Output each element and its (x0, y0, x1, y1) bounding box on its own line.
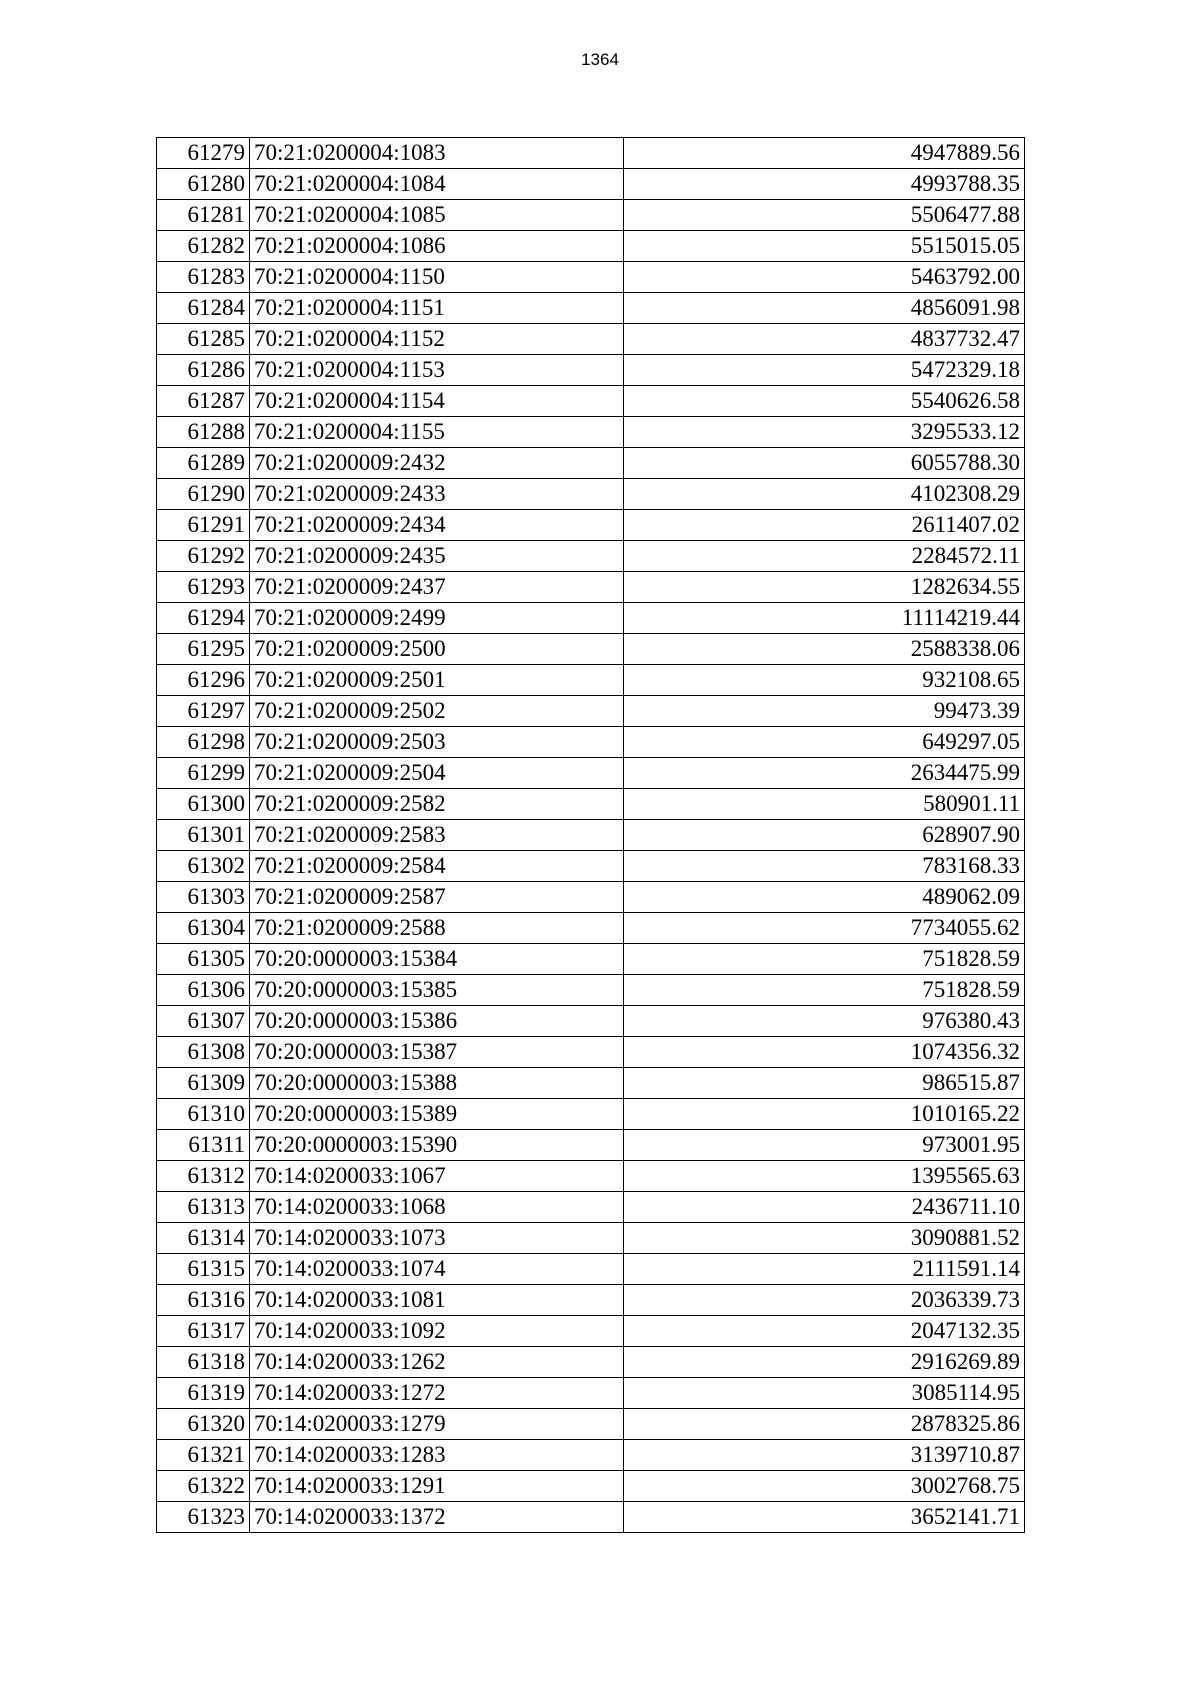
cadastral-value-cell: 2634475.99 (624, 758, 1025, 789)
cadastral-number-cell: 70:21:0200009:2434 (250, 510, 624, 541)
row-number-cell: 61301 (157, 820, 250, 851)
cadastral-number-cell: 70:21:0200009:2437 (250, 572, 624, 603)
cadastral-number-cell: 70:20:0000003:15390 (250, 1130, 624, 1161)
row-number-cell: 61280 (157, 169, 250, 200)
cadastral-number-cell: 70:14:0200033:1068 (250, 1192, 624, 1223)
row-number-cell: 61309 (157, 1068, 250, 1099)
cadastral-number-cell: 70:21:0200009:2501 (250, 665, 624, 696)
table-row (157, 1254, 1025, 1285)
table-row (157, 231, 1025, 262)
cadastral-number-cell: 70:21:0200009:2432 (250, 448, 624, 479)
cadastral-number-cell: 70:14:0200033:1372 (250, 1502, 624, 1533)
row-number-cell: 61300 (157, 789, 250, 820)
row-number-cell: 61302 (157, 851, 250, 882)
table-row (157, 448, 1025, 479)
cadastral-number-cell: 70:14:0200033:1081 (250, 1285, 624, 1316)
row-number-cell: 61314 (157, 1223, 250, 1254)
cadastral-number-cell: 70:21:0200009:2583 (250, 820, 624, 851)
table-row (157, 1378, 1025, 1409)
cadastral-number-cell: 70:20:0000003:15385 (250, 975, 624, 1006)
table-body (157, 138, 1025, 1533)
cadastral-number-cell: 70:14:0200033:1283 (250, 1440, 624, 1471)
cadastral-value-cell: 751828.59 (624, 975, 1025, 1006)
table-row (157, 1471, 1025, 1502)
cadastral-value-cell: 1282634.55 (624, 572, 1025, 603)
cadastral-number-cell: 70:14:0200033:1073 (250, 1223, 624, 1254)
cadastral-value-cell: 932108.65 (624, 665, 1025, 696)
table-row (157, 355, 1025, 386)
table-row (157, 293, 1025, 324)
cadastral-value-cell: 580901.11 (624, 789, 1025, 820)
cadastral-value-cell: 4102308.29 (624, 479, 1025, 510)
table-row (157, 603, 1025, 634)
cadastral-value-cell: 976380.43 (624, 1006, 1025, 1037)
cadastral-value-cell: 4947889.56 (624, 138, 1025, 169)
row-number-cell: 61297 (157, 696, 250, 727)
row-number-cell: 61305 (157, 944, 250, 975)
cadastral-value-cell: 973001.95 (624, 1130, 1025, 1161)
row-number-cell: 61289 (157, 448, 250, 479)
table-row (157, 665, 1025, 696)
cadastral-value-cell: 2878325.86 (624, 1409, 1025, 1440)
cadastral-value-cell: 1074356.32 (624, 1037, 1025, 1068)
row-number-cell: 61323 (157, 1502, 250, 1533)
table-row (157, 510, 1025, 541)
cadastral-value-cell: 3139710.87 (624, 1440, 1025, 1471)
cadastral-number-cell: 70:14:0200033:1291 (250, 1471, 624, 1502)
row-number-cell: 61318 (157, 1347, 250, 1378)
row-number-cell: 61298 (157, 727, 250, 758)
row-number-cell: 61291 (157, 510, 250, 541)
cadastral-number-cell: 70:21:0200009:2504 (250, 758, 624, 789)
cadastral-number-cell: 70:20:0000003:15386 (250, 1006, 624, 1037)
table-row (157, 727, 1025, 758)
cadastral-number-cell: 70:14:0200033:1279 (250, 1409, 624, 1440)
cadastral-value-cell: 3295533.12 (624, 417, 1025, 448)
cadastral-value-cell: 2436711.10 (624, 1192, 1025, 1223)
row-number-cell: 61319 (157, 1378, 250, 1409)
cadastral-number-cell: 70:21:0200004:1086 (250, 231, 624, 262)
row-number-cell: 61284 (157, 293, 250, 324)
cadastral-number-cell: 70:21:0200009:2433 (250, 479, 624, 510)
row-number-cell: 61296 (157, 665, 250, 696)
cadastral-number-cell: 70:14:0200033:1272 (250, 1378, 624, 1409)
cadastral-value-cell: 2611407.02 (624, 510, 1025, 541)
row-number-cell: 61282 (157, 231, 250, 262)
table-row (157, 1130, 1025, 1161)
table-row (157, 1099, 1025, 1130)
table-row (157, 572, 1025, 603)
row-number-cell: 61317 (157, 1316, 250, 1347)
row-number-cell: 61307 (157, 1006, 250, 1037)
cadastral-number-cell: 70:21:0200004:1154 (250, 386, 624, 417)
table-row (157, 1037, 1025, 1068)
table-row (157, 1223, 1025, 1254)
row-number-cell: 61279 (157, 138, 250, 169)
cadastral-value-cell: 1010165.22 (624, 1099, 1025, 1130)
cadastral-number-cell: 70:21:0200009:2435 (250, 541, 624, 572)
cadastral-number-cell: 70:21:0200004:1150 (250, 262, 624, 293)
table-row (157, 696, 1025, 727)
table-row (157, 944, 1025, 975)
row-number-cell: 61310 (157, 1099, 250, 1130)
cadastral-value-cell: 4856091.98 (624, 293, 1025, 324)
row-number-cell: 61303 (157, 882, 250, 913)
cadastral-value-cell: 2111591.14 (624, 1254, 1025, 1285)
row-number-cell: 61306 (157, 975, 250, 1006)
cadastral-number-cell: 70:14:0200033:1092 (250, 1316, 624, 1347)
row-number-cell: 61320 (157, 1409, 250, 1440)
cadastral-number-cell: 70:14:0200033:1262 (250, 1347, 624, 1378)
cadastral-value-cell: 5463792.00 (624, 262, 1025, 293)
cadastral-value-cell: 489062.09 (624, 882, 1025, 913)
row-number-cell: 61290 (157, 479, 250, 510)
cadastral-number-cell: 70:21:0200009:2582 (250, 789, 624, 820)
table-row (157, 975, 1025, 1006)
table-row (157, 541, 1025, 572)
table-row (157, 1409, 1025, 1440)
row-number-cell: 61293 (157, 572, 250, 603)
cadastral-number-cell: 70:21:0200009:2584 (250, 851, 624, 882)
table-row (157, 1161, 1025, 1192)
row-number-cell: 61313 (157, 1192, 250, 1223)
cadastral-value-cell: 3002768.75 (624, 1471, 1025, 1502)
row-number-cell: 61287 (157, 386, 250, 417)
page-number: 1364 (581, 50, 619, 69)
row-number-cell: 61308 (157, 1037, 250, 1068)
row-number-cell: 61295 (157, 634, 250, 665)
table-row (157, 1068, 1025, 1099)
cadastral-number-cell: 70:21:0200009:2588 (250, 913, 624, 944)
table-row (157, 1440, 1025, 1471)
cadastral-value-cell: 6055788.30 (624, 448, 1025, 479)
cadastral-value-cell: 3085114.95 (624, 1378, 1025, 1409)
table-row (157, 789, 1025, 820)
cadastral-value-cell: 4837732.47 (624, 324, 1025, 355)
cadastral-number-cell: 70:20:0000003:15388 (250, 1068, 624, 1099)
row-number-cell: 61321 (157, 1440, 250, 1471)
table-row (157, 882, 1025, 913)
row-number-cell: 61322 (157, 1471, 250, 1502)
row-number-cell: 61285 (157, 324, 250, 355)
row-number-cell: 61316 (157, 1285, 250, 1316)
table-row (157, 1502, 1025, 1533)
cadastral-number-cell: 70:21:0200004:1085 (250, 200, 624, 231)
cadastral-number-cell: 70:21:0200009:2502 (250, 696, 624, 727)
row-number-cell: 61288 (157, 417, 250, 448)
cadastral-number-cell: 70:21:0200004:1152 (250, 324, 624, 355)
row-number-cell: 61286 (157, 355, 250, 386)
row-number-cell: 61304 (157, 913, 250, 944)
row-number-cell: 61294 (157, 603, 250, 634)
cadastral-number-cell: 70:21:0200009:2587 (250, 882, 624, 913)
cadastral-value-cell: 649297.05 (624, 727, 1025, 758)
cadastral-value-table (156, 137, 1025, 1533)
table-row (157, 138, 1025, 169)
cadastral-value-cell: 99473.39 (624, 696, 1025, 727)
cadastral-number-cell: 70:21:0200009:2499 (250, 603, 624, 634)
cadastral-value-cell: 2284572.11 (624, 541, 1025, 572)
cadastral-number-cell: 70:21:0200004:1153 (250, 355, 624, 386)
table-row (157, 479, 1025, 510)
cadastral-value-cell: 5506477.88 (624, 200, 1025, 231)
cadastral-value-cell: 2047132.35 (624, 1316, 1025, 1347)
cadastral-number-cell: 70:21:0200009:2503 (250, 727, 624, 758)
cadastral-number-cell: 70:14:0200033:1067 (250, 1161, 624, 1192)
table-row (157, 851, 1025, 882)
cadastral-value-cell: 783168.33 (624, 851, 1025, 882)
row-number-cell: 61311 (157, 1130, 250, 1161)
cadastral-value-cell: 5472329.18 (624, 355, 1025, 386)
row-number-cell: 61281 (157, 200, 250, 231)
cadastral-value-cell: 2916269.89 (624, 1347, 1025, 1378)
table-row (157, 262, 1025, 293)
cadastral-number-cell: 70:21:0200004:1084 (250, 169, 624, 200)
table-row (157, 634, 1025, 665)
table-row (157, 1192, 1025, 1223)
cadastral-number-cell: 70:21:0200004:1155 (250, 417, 624, 448)
cadastral-value-cell: 1395565.63 (624, 1161, 1025, 1192)
cadastral-value-cell: 4993788.35 (624, 169, 1025, 200)
cadastral-value-cell: 628907.90 (624, 820, 1025, 851)
row-number-cell: 61315 (157, 1254, 250, 1285)
row-number-cell: 61299 (157, 758, 250, 789)
row-number-cell: 61283 (157, 262, 250, 293)
cadastral-number-cell: 70:21:0200004:1083 (250, 138, 624, 169)
row-number-cell: 61312 (157, 1161, 250, 1192)
cadastral-number-cell: 70:20:0000003:15389 (250, 1099, 624, 1130)
table-row (157, 1006, 1025, 1037)
cadastral-value-cell: 7734055.62 (624, 913, 1025, 944)
table-row (157, 1285, 1025, 1316)
cadastral-value-cell: 986515.87 (624, 1068, 1025, 1099)
table-row (157, 1316, 1025, 1347)
table-row (157, 820, 1025, 851)
table-row (157, 417, 1025, 448)
cadastral-value-cell: 2588338.06 (624, 634, 1025, 665)
cadastral-number-cell: 70:14:0200033:1074 (250, 1254, 624, 1285)
table-row (157, 758, 1025, 789)
cadastral-value-cell: 5515015.05 (624, 231, 1025, 262)
table-row (157, 169, 1025, 200)
table-row (157, 913, 1025, 944)
cadastral-value-cell: 2036339.73 (624, 1285, 1025, 1316)
cadastral-number-cell: 70:20:0000003:15384 (250, 944, 624, 975)
cadastral-number-cell: 70:21:0200004:1151 (250, 293, 624, 324)
cadastral-value-cell: 3090881.52 (624, 1223, 1025, 1254)
cadastral-value-cell: 5540626.58 (624, 386, 1025, 417)
table-row (157, 200, 1025, 231)
table-row (157, 1347, 1025, 1378)
table-row (157, 324, 1025, 355)
cadastral-value-cell: 751828.59 (624, 944, 1025, 975)
cadastral-number-cell: 70:20:0000003:15387 (250, 1037, 624, 1068)
cadastral-number-cell: 70:21:0200009:2500 (250, 634, 624, 665)
table-row (157, 386, 1025, 417)
row-number-cell: 61292 (157, 541, 250, 572)
cadastral-value-cell: 3652141.71 (624, 1502, 1025, 1533)
cadastral-value-cell: 11114219.44 (624, 603, 1025, 634)
